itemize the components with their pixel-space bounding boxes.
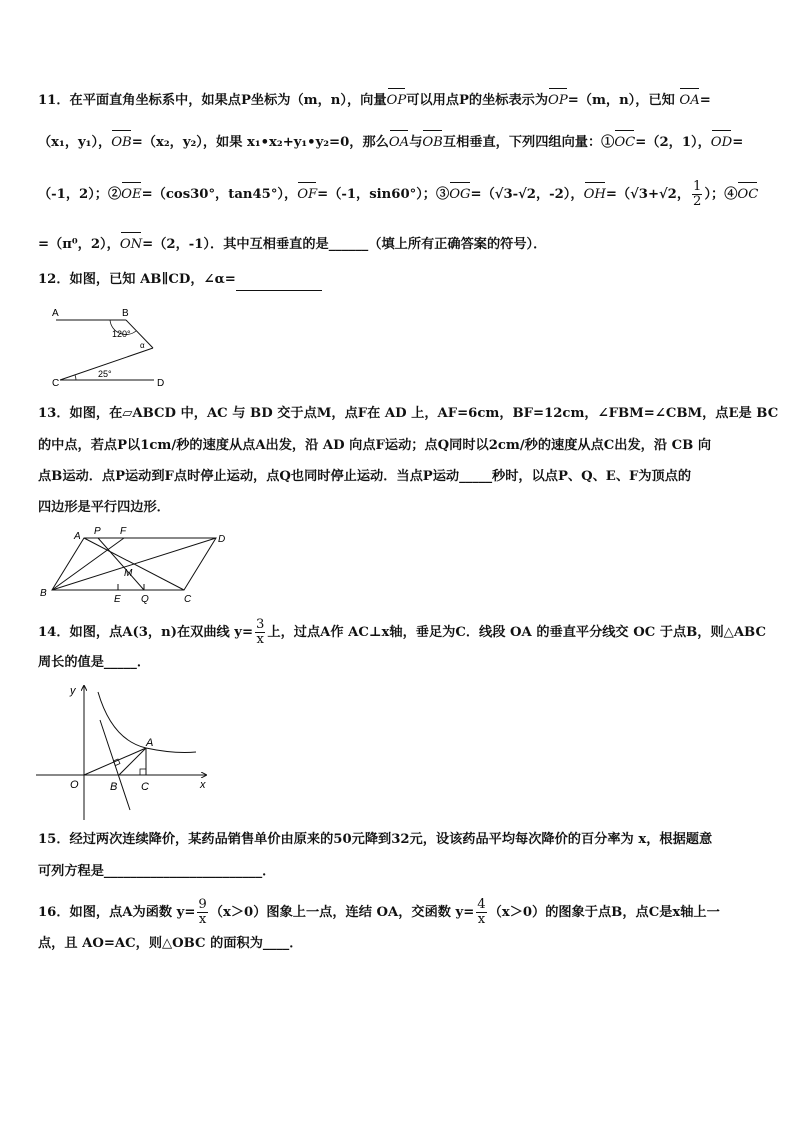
q11-text: =（π⁰，2）， [38, 237, 120, 252]
label-d: D [218, 534, 226, 545]
q12-line-1 [38, 270, 758, 291]
q13-line-4: 四边形是平行四边形． [38, 500, 170, 515]
label-f: F [120, 526, 127, 537]
label-p: P [94, 526, 101, 537]
vector-oa: OA [679, 88, 699, 111]
q16-text: （x＞0）的图象于点B，点C是x轴上一 [488, 905, 720, 920]
q14-figure [34, 680, 214, 822]
label-q: Q [141, 594, 149, 605]
q11-text: =（x₂，y₂），如果 x₁•x₂+y₁•y₂=0，那么 [131, 135, 389, 150]
diagonal-bd [52, 538, 216, 590]
label-m: M [124, 568, 133, 579]
label-y: y [70, 685, 76, 697]
vector-od: OD [711, 130, 732, 153]
q15-line-1: 15．经过两次连续降价，某药品销售单价由原来的50元降到32元，设该药品平均每次降价的百分率为 x，根据题意 [38, 832, 713, 847]
q15-line-2: 可列方程是________________________． [38, 864, 276, 879]
fraction-4-over-x [476, 898, 486, 927]
q11-text: （x₁，y₁）， [38, 135, 112, 150]
fraction-numerator: 4 [477, 897, 486, 912]
q14-line-1 [38, 617, 766, 647]
label-a: A [146, 737, 154, 749]
label-c: C [141, 781, 149, 793]
vector-oc: OC [737, 182, 758, 205]
q11-text: 互相垂直，下列四组向量：① [442, 135, 615, 150]
label-b: B [40, 588, 47, 599]
label-o: O [70, 779, 79, 791]
q16-line-2: 点，且 AO=AC，则△OBC 的面积为____． [38, 936, 303, 951]
segment-oa [84, 748, 146, 775]
segment-bf [52, 538, 124, 590]
vector-ob: OB [422, 130, 443, 153]
q13-line-2: 的中点，若点P以1cm/秒的速度从点A出发，沿 AD 向点F运动；点Q同时以2cm/秒的速度从点C出发，沿 CB 向 [38, 438, 712, 453]
label-b: B [122, 308, 129, 319]
q11-text: =（m，n），已知 [567, 93, 675, 108]
vector-og: OG [449, 182, 470, 205]
q11-text: =（-1，sin60°）；③ [317, 187, 450, 202]
q11-text: （-1，2）；② [38, 187, 122, 202]
segment-pq [98, 538, 144, 590]
segment-ab [119, 748, 146, 775]
fraction-denominator: x [256, 632, 264, 647]
fraction-one-half [692, 180, 702, 209]
q14-text: 14．如图，点A(3，n)在双曲线 y= [38, 625, 254, 640]
q16-text: （x＞0）图象上一点，连结 OA，交函数 y= [209, 905, 475, 920]
vector-oh: OH [584, 182, 606, 205]
fraction-9-over-x [197, 898, 207, 927]
right-angle-mark [140, 769, 146, 775]
q11-line-4 [38, 232, 758, 255]
q11-text: = [699, 93, 711, 108]
vector-oc: OC [614, 130, 635, 153]
label-c: C [184, 594, 192, 605]
answer-blank [236, 270, 322, 291]
q13-line-3: 点B运动．点P运动到F点时停止运动，点Q也同时停止运动．当点P运动_____秒时，以点P、Q、E、F为顶点的 [38, 469, 692, 484]
fraction-denominator: x [198, 912, 207, 927]
q11-text: =（2，-1）．其中互相垂直的是______（填上所有正确答案的符号）． [142, 237, 547, 252]
label-a: A [74, 531, 81, 542]
fraction-denominator: x [477, 912, 486, 927]
label-d: D [157, 378, 165, 389]
fraction-numerator: 9 [198, 897, 207, 912]
q11-line-2 [38, 130, 758, 153]
q11-text: =（2，1）， [635, 135, 711, 150]
q11-line-1 [38, 88, 758, 111]
q11-text: =（√3-√2，-2）， [470, 187, 584, 202]
vector-on: ON [120, 232, 142, 255]
vector-op: OP [548, 88, 568, 111]
q13-figure [36, 524, 236, 608]
q12-text: 12．如图，已知 AB∥CD，∠α= [38, 272, 236, 287]
angle-arc [75, 375, 76, 380]
q11-text: 与 [409, 135, 423, 150]
label-angle-25: 25° [98, 369, 112, 379]
q11-text: 11．在平面直角坐标系中，如果点P坐标为（m，n），向量 [38, 93, 387, 108]
label-alpha: α [140, 341, 145, 350]
fraction-3-over-x [255, 618, 265, 647]
fraction-numerator: 3 [256, 617, 265, 632]
label-x: x [200, 779, 206, 791]
q11-text: ）；④ [704, 187, 738, 202]
label-b: B [110, 781, 118, 793]
vector-of: OF [297, 182, 317, 205]
q11-text: =（cos30°，tan45°）， [141, 187, 298, 202]
fraction-denominator: 2 [693, 194, 702, 209]
q11-line-3 [38, 180, 758, 209]
vector-oa: OA [389, 130, 409, 153]
q12-figure [48, 304, 178, 390]
q14-line-2: 周长的值是_____． [38, 655, 151, 670]
q14-text: 上，过点A作 AC⊥x轴，垂足为C．线段 OA 的垂直平分线交 OC 于点B，则△ABC [267, 625, 766, 640]
label-c: C [52, 378, 60, 389]
label-a: A [52, 308, 59, 319]
fraction-numerator: 1 [693, 179, 702, 194]
q11-text: 可以用点P的坐标表示为 [406, 93, 549, 108]
q11-text: =（√3+√2， [605, 187, 691, 202]
vector-op: OP [387, 88, 407, 111]
q16-text: 16．如图，点A为函数 y= [38, 905, 196, 920]
vector-oe: OE [121, 182, 141, 205]
q16-line-1 [38, 898, 758, 927]
vector-ob: OB [111, 130, 132, 153]
label-e: E [114, 594, 121, 605]
q11-text: = [732, 135, 744, 150]
q13-line-1: 13．如图，在▱ABCD 中，AC 与 BD 交于点M，点F在 AD 上，AF=6cm，BF=12cm，∠FBM=∠CBM，点E是 BC [38, 406, 779, 421]
label-angle-120: 120° [112, 329, 131, 339]
